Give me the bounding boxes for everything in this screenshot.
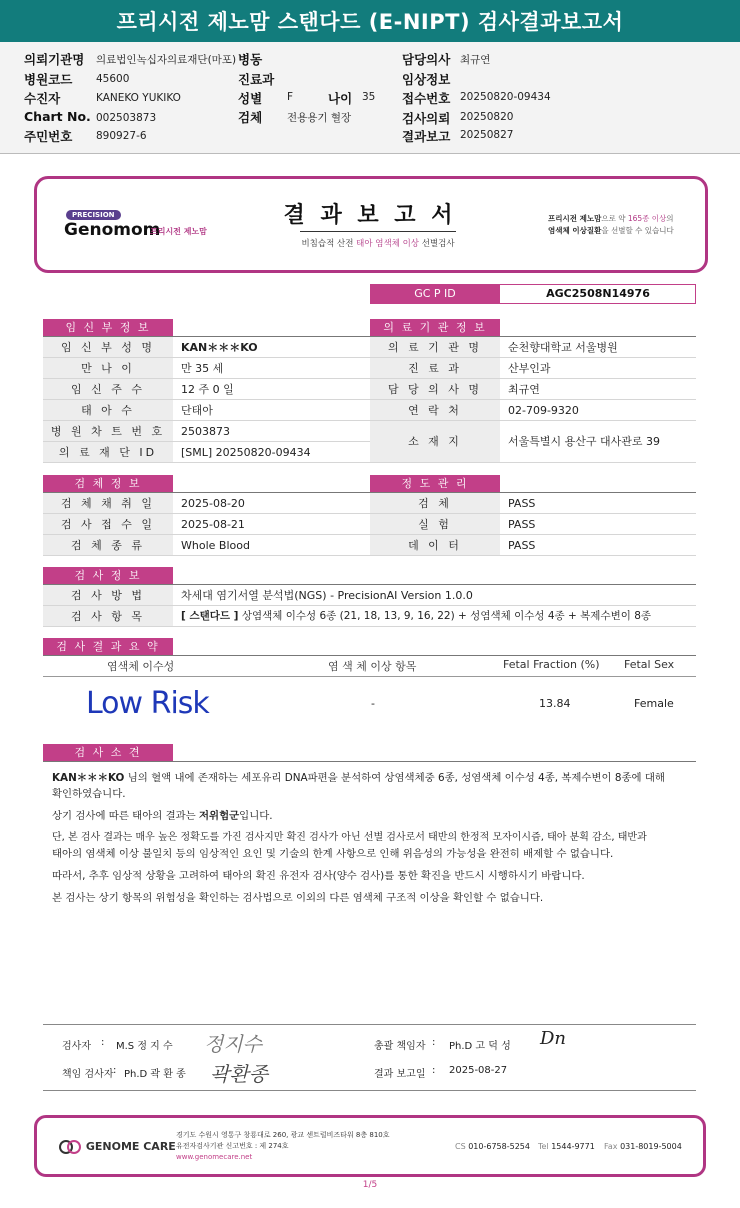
chief-signature: Dn — [540, 1028, 567, 1049]
qc-experiment-value: PASS — [500, 514, 696, 535]
responsible-value: Ph.D 곽 환 종 — [124, 1069, 186, 1080]
table-row — [43, 585, 696, 606]
chief-label: 총괄 책임자 — [374, 1041, 426, 1052]
age-label: 나이 — [328, 91, 353, 106]
hospital-code-value: 45600 — [96, 73, 130, 85]
inst-name-label: 의 료 기 관 명 — [370, 337, 500, 358]
table-row — [43, 400, 370, 421]
address-line-2: 유전자검사기관 신고번호 : 제 274호 — [176, 1142, 289, 1150]
inst-address-label: 소 재 지 — [370, 421, 500, 463]
table-row — [43, 514, 370, 535]
gcpid-value: AGC2508N14976 — [546, 287, 650, 300]
findings-p2-bold: 저위험군 — [199, 810, 240, 822]
test-info-header: 검 사 정 보 — [43, 567, 173, 585]
responsible-label: 책임 검사자 — [62, 1069, 114, 1080]
collect-date-label: 검 체 채 취 일 — [43, 493, 173, 514]
fetal-sex-value: Female — [634, 697, 674, 710]
page-number: 1/5 — [362, 1180, 378, 1190]
address-line-1: 경기도 수원시 영통구 창룡대로 260, 광교 센트럴비즈타워 8층 810호 — [176, 1131, 390, 1139]
id-label: 주민번호 — [24, 129, 73, 144]
hospital-chart-value: 2503873 — [173, 421, 370, 442]
chief-value: Ph.D 고 덕 성 — [449, 1041, 511, 1052]
fetus-count-value: 단태아 — [173, 400, 370, 421]
precision-badge: PRECISION — [66, 210, 121, 220]
abnormal-item-value: - — [371, 697, 375, 710]
table-row — [43, 442, 370, 463]
subtitle-post: 선별검사 — [419, 239, 455, 249]
table-row — [43, 379, 370, 400]
institution-value: 의료법인녹십자의료재단(마포) — [96, 54, 237, 66]
note-end-1: 의 — [666, 214, 674, 223]
fetal-fraction-value: 13.84 — [539, 697, 571, 710]
findings-p2-pre: 상기 검사에 따른 태아의 결과는 — [52, 810, 199, 822]
table-row — [43, 493, 370, 514]
inst-doctor-value: 최규연 — [500, 379, 696, 400]
report-date-colon: : — [432, 1065, 436, 1076]
qc-experiment-label: 실 험 — [370, 514, 500, 535]
findings-p4: 따라서, 추후 임상적 상황을 고려하여 태아의 확진 유전자 검사(양수 검사)를 통한 확진을 반드시 시행하시기 바랍니다. — [52, 870, 585, 882]
qc-data-label: 데 이 터 — [370, 535, 500, 556]
inst-dept-value: 산부인과 — [500, 358, 696, 379]
qc-info-table — [370, 493, 696, 556]
chart-no-label: Chart No. — [24, 109, 91, 124]
table-row — [43, 535, 370, 556]
items-value — [173, 606, 696, 627]
report-date-label: 결과보고 — [402, 129, 451, 144]
table-row — [370, 379, 696, 400]
qc-specimen-value: PASS — [500, 493, 696, 514]
age-value: 35 — [362, 91, 376, 103]
fax-label: Fax — [604, 1142, 618, 1151]
report-title: 프리시전 제노맘 스탠다드 (E-NIPT) 검사결과보고서 — [0, 0, 740, 42]
id-value: 890927-6 — [96, 130, 147, 142]
doctor-label: 담당의사 — [402, 52, 451, 67]
qc-data-value: PASS — [500, 535, 696, 556]
findings-p1b: 확인하였습니다. — [52, 788, 126, 800]
gestation-label: 임 신 주 수 — [43, 379, 173, 400]
inst-doctor-label: 담 당 의 사 명 — [370, 379, 500, 400]
genomecare-name: GENOME CARE — [85, 1140, 176, 1153]
clinical-label: 임상정보 — [402, 72, 451, 87]
method-value: 차세대 염기서열 분석법(NGS) - PrecisionAI Version 1.0.0 — [173, 585, 696, 606]
result-summary-header: 검 사 결 과 요 약 — [43, 638, 173, 656]
footer-address — [176, 1130, 390, 1163]
specimen-info-header: 검 체 정 보 — [43, 475, 173, 493]
note-mid-1: 으로 약 — [601, 214, 628, 223]
tester-label: 검사자 — [62, 1041, 91, 1052]
findings-p2-post: 입니다. — [239, 810, 273, 822]
institution-label: 의뢰기관명 — [24, 52, 85, 67]
sex-label: 성별 — [238, 91, 263, 106]
pregnant-info-header: 임 신 부 정 보 — [43, 319, 173, 337]
note-bold-2: 염색체 이상질환 — [548, 226, 602, 235]
title-underline — [300, 231, 456, 232]
col-fetal-fraction: Fetal Fraction (%) — [503, 658, 600, 671]
table-row — [43, 606, 696, 627]
items-label: 검 사 항 목 — [43, 606, 173, 627]
institution-info-table — [370, 337, 696, 463]
tester-signature: 정지수 — [204, 1032, 262, 1056]
specimen-value: 전용용기 혈장 — [287, 112, 352, 124]
chief-colon: : — [432, 1037, 436, 1048]
report-date-sig-value: 2025-08-27 — [449, 1065, 508, 1076]
inst-dept-label: 진 료 과 — [370, 358, 500, 379]
collect-date-value: 2025-08-20 — [173, 493, 370, 514]
note-hl-1: 165종 이상 — [627, 214, 667, 223]
examinee-value: KANEKO YUKIKO — [96, 92, 181, 104]
genomom-logo-sub: 프리시전 제노맘 — [150, 227, 207, 236]
pregnant-info-table — [43, 337, 370, 463]
table-row — [370, 493, 696, 514]
main-title: 결 과 보 고 서 — [283, 203, 457, 228]
report-date-sig-label: 결과 보고일 — [374, 1069, 426, 1080]
foundation-id-label: 의 료 재 단 ID — [43, 442, 173, 463]
signature-rule-top — [43, 1024, 696, 1025]
col-aneuploidy: 염색체 이수성 — [107, 660, 175, 673]
inst-phone-label: 연 락 처 — [370, 400, 500, 421]
tel-contact — [538, 1142, 595, 1151]
main-subtitle — [0, 237, 740, 249]
table-row — [370, 400, 696, 421]
responsible-signature: 곽환종 — [210, 1062, 268, 1086]
request-value: 20250820 — [460, 111, 514, 123]
col-fetal-sex: Fetal Sex — [624, 658, 675, 671]
foundation-id-value: [SML] 20250820-09434 — [173, 442, 370, 463]
table-row — [370, 514, 696, 535]
cs-contact — [455, 1142, 530, 1151]
inst-address-value: 서울특별시 용산구 대사관로 39 — [500, 421, 696, 463]
pregnant-name-label: 임 신 부 성 명 — [43, 337, 173, 358]
table-row — [43, 337, 370, 358]
fetus-count-label: 태 아 수 — [43, 400, 173, 421]
findings-p1-text: 님의 혈액 내에 존재하는 세포유리 DNA파편을 분석하여 상염색체중 6종, 성염색체 이수성 4종, 복제수변이 8종에 대해 — [124, 772, 665, 784]
hospital-chart-label: 병 원 차 트 번 호 — [43, 421, 173, 442]
tel-value: 1544-9771 — [551, 1142, 595, 1151]
hospital-code-label: 병원코드 — [24, 72, 73, 87]
table-row — [370, 358, 696, 379]
col-abnormal: 염 색 체 이상 항목 — [328, 660, 417, 673]
inst-phone-value: 02-709-9320 — [500, 400, 696, 421]
findings-p3b: 태아의 염색체 이상 불일치 등의 임상적인 요인 및 기술의 한계 사항으로 인해 위음성의 가능성을 완전히 배제할 수 없습니다. — [52, 848, 614, 860]
subtitle-highlight: 태아 염색체 이상 — [356, 239, 419, 249]
findings-p1 — [52, 770, 702, 786]
chart-no-value: 002503873 — [96, 112, 157, 124]
cs-value: 010-6758-5254 — [468, 1142, 530, 1151]
tester-value: M.S 정 지 수 — [116, 1041, 173, 1052]
genomecare-icon — [58, 1139, 82, 1155]
table-row — [370, 421, 696, 463]
findings-p3a: 단, 본 검사 결과는 매우 높은 정확도를 가진 검사지만 확진 검사가 아닌 선별 검사로서 태반의 한정적 모자이시즘, 태아 분획 감소, 태반과 — [52, 832, 647, 843]
test-info-table — [43, 585, 696, 627]
card-note — [548, 213, 674, 237]
specimen-type-value: Whole Blood — [173, 535, 370, 556]
receive-date-label: 검 사 접 수 일 — [43, 514, 173, 535]
note-bold-1: 프리시전 제노맘 — [548, 214, 602, 223]
ward-label: 병동 — [238, 52, 263, 67]
gestation-value: 12 주 0 일 — [173, 379, 370, 400]
sex-value: F — [287, 91, 294, 103]
signature-rule-bottom — [43, 1090, 696, 1091]
method-label: 검 사 방 법 — [43, 585, 173, 606]
table-row — [43, 358, 370, 379]
gcpid-label: GC P ID — [370, 284, 500, 304]
fax-contact — [604, 1142, 682, 1151]
receipt-value: 20250820-09434 — [460, 91, 551, 103]
examinee-label: 수진자 — [24, 91, 61, 106]
request-label: 검사의뢰 — [402, 111, 451, 126]
cs-label: CS — [455, 1142, 466, 1151]
genomom-logo: Genomom — [64, 220, 161, 240]
dept-label: 진료과 — [238, 72, 275, 87]
genomecare-logo — [58, 1139, 176, 1155]
specimen-label: 검체 — [238, 110, 263, 125]
items-tier: [ 스탠다드 ] — [181, 610, 239, 622]
findings-name: KAN＊＊＊KO — [52, 772, 125, 784]
age-row-label: 만 나 이 — [43, 358, 173, 379]
note-end-2: 을 선별할 수 있습니다 — [601, 226, 674, 235]
qc-info-header: 정 도 관 리 — [370, 475, 500, 493]
specimen-type-label: 검 체 종 류 — [43, 535, 173, 556]
report-date-value: 20250827 — [460, 129, 514, 141]
pregnant-name-value: KAN＊＊＊KO — [173, 337, 370, 358]
risk-result: Low Risk — [86, 686, 209, 721]
table-row — [370, 535, 696, 556]
table-row — [43, 421, 370, 442]
responsible-colon: : — [113, 1065, 117, 1076]
specimen-info-table — [43, 493, 370, 556]
findings-rule — [43, 761, 696, 762]
tel-label: Tel — [538, 1142, 549, 1151]
findings-p5: 본 검사는 상기 항목의 위험성을 확인하는 검사법으로 이외의 다른 염색체 구조적 이상을 확인할 수 없습니다. — [52, 892, 544, 904]
receipt-label: 접수번호 — [402, 91, 451, 106]
website-link[interactable]: www.genomecare.net — [176, 1153, 253, 1161]
qc-specimen-label: 검 체 — [370, 493, 500, 514]
inst-name-value: 순천향대학교 서울병원 — [500, 337, 696, 358]
items-list: 상염색체 이수성 6종 (21, 18, 13, 9, 16, 22) + 성염색체 이수성 4종 + 복제수변이 8종 — [238, 610, 652, 622]
subtitle-pre: 비침습적 산전 — [301, 239, 357, 249]
institution-info-header: 의 료 기 관 정 보 — [370, 319, 500, 337]
receive-date-value: 2025-08-21 — [173, 514, 370, 535]
findings-header: 검 사 소 견 — [43, 744, 173, 762]
fax-value: 031-8019-5004 — [620, 1142, 682, 1151]
findings-p2 — [52, 808, 702, 824]
doctor-value: 최규연 — [460, 54, 491, 66]
result-columns — [43, 656, 696, 677]
tester-colon: : — [101, 1037, 105, 1048]
table-row — [370, 337, 696, 358]
age-row-value: 만 35 세 — [173, 358, 370, 379]
